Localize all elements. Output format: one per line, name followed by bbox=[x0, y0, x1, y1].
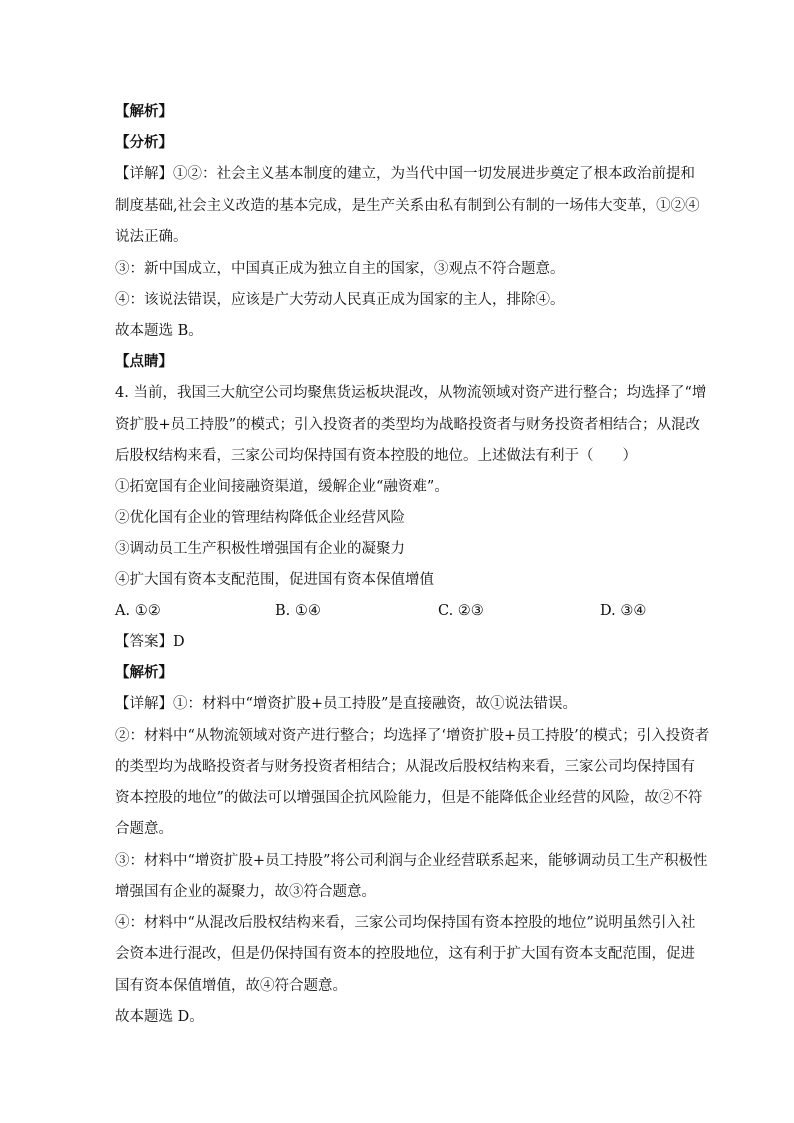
detail-1: 【详解】①：材料中“增资扩股+员工持股”是直接融资，故①说法错误。 bbox=[115, 696, 577, 712]
detail-line: 制度基础,社会主义改造的基本完成，是生产关系由私有制到公有制的一场伟大变革，①②④ bbox=[115, 198, 700, 214]
answer-line: 【答案】D bbox=[115, 634, 185, 650]
section-analysis-heading: 【解析】 bbox=[115, 103, 173, 120]
statement-4: ④扩大国有资本支配范围，促进国有资本保值增值 bbox=[115, 572, 434, 588]
detail-item-3: ③：新中国成立，中国真正成为独立自主的国家，③观点不符合题意。 bbox=[115, 261, 565, 277]
option-a: A. ①② bbox=[115, 603, 161, 619]
detail-2-line: 资本控股的地位”的做法可以增强国企抗风险能力，但是不能降低企业经营的风险，故②不符 bbox=[115, 790, 703, 806]
detail-line: 【详解】①②：社会主义基本制度的建立，为当代中国一切发展进步奠定了根本政治前提和 bbox=[115, 166, 695, 182]
detail-3-line: ③：材料中“增资扩股+员工持股”将公司利润与企业经营联系起来，能够调动员工生产积极性 bbox=[115, 853, 708, 869]
detail-item-4: ④：该说法错误，应该是广大劳动人民真正成为国家的主人，排除④。 bbox=[115, 292, 565, 308]
detail-4-line: 国有资本保值增值，故④符合题意。 bbox=[115, 978, 347, 994]
conclusion: 故本题选 D。 bbox=[115, 1009, 204, 1025]
conclusion: 故本题选 B。 bbox=[115, 323, 203, 339]
detail-3-line: 增强国有企业的凝聚力，故③符合题意。 bbox=[115, 884, 376, 900]
question-stem-line: 后股权结构来看，三家公司均保持国有资本控股的地位。上述做法有利于（ ） bbox=[115, 448, 637, 464]
detail-2-line: 合题意。 bbox=[115, 821, 173, 837]
statement-3: ③调动员工生产积极性增强国有企业的凝聚力 bbox=[115, 541, 405, 557]
statement-1: ①拓宽国有企业间接融资渠道，缓解企业“融资难”。 bbox=[115, 479, 449, 495]
question-stem-line: 4. 当前，我国三大航空公司均聚焦货运板块混改，从物流领域对资产进行整合；均选择了“增 bbox=[115, 385, 707, 401]
option-d: D. ③④ bbox=[600, 603, 647, 619]
option-c: C. ②③ bbox=[438, 603, 484, 619]
section-dianjing-heading: 【点睛】 bbox=[115, 353, 173, 370]
option-b: B. ①④ bbox=[275, 603, 321, 619]
section-analysis-heading: 【解析】 bbox=[115, 664, 173, 681]
question-stem-line: 资扩股+员工持股”的模式；引入投资者的类型均为战略投资者与财务投资者相结合；从混改 bbox=[115, 417, 701, 433]
detail-2-line: 的类型均为战略投资者与财务投资者相结合；从混改后股权结构来看，三家公司均保持国有 bbox=[115, 759, 695, 775]
detail-2-line: ②：材料中“从物流领域对资产进行整合；均选择了‘增资扩股+员工持股’的模式；引入投资者 bbox=[115, 728, 710, 744]
detail-line: 说法正确。 bbox=[115, 229, 188, 245]
detail-4-line: ④：材料中“从混改后股权结构来看，三家公司均保持国有资本控股的地位”说明虽然引入社 bbox=[115, 915, 696, 931]
statement-2: ②优化国有企业的管理结构降低企业经营风险 bbox=[115, 510, 405, 526]
detail-4-line: 会资本进行混改，但是仍保持国有资本的控股地位，这有利于扩大国有资本支配范围，促进 bbox=[115, 946, 695, 962]
section-fenxi-heading: 【分析】 bbox=[115, 134, 173, 151]
